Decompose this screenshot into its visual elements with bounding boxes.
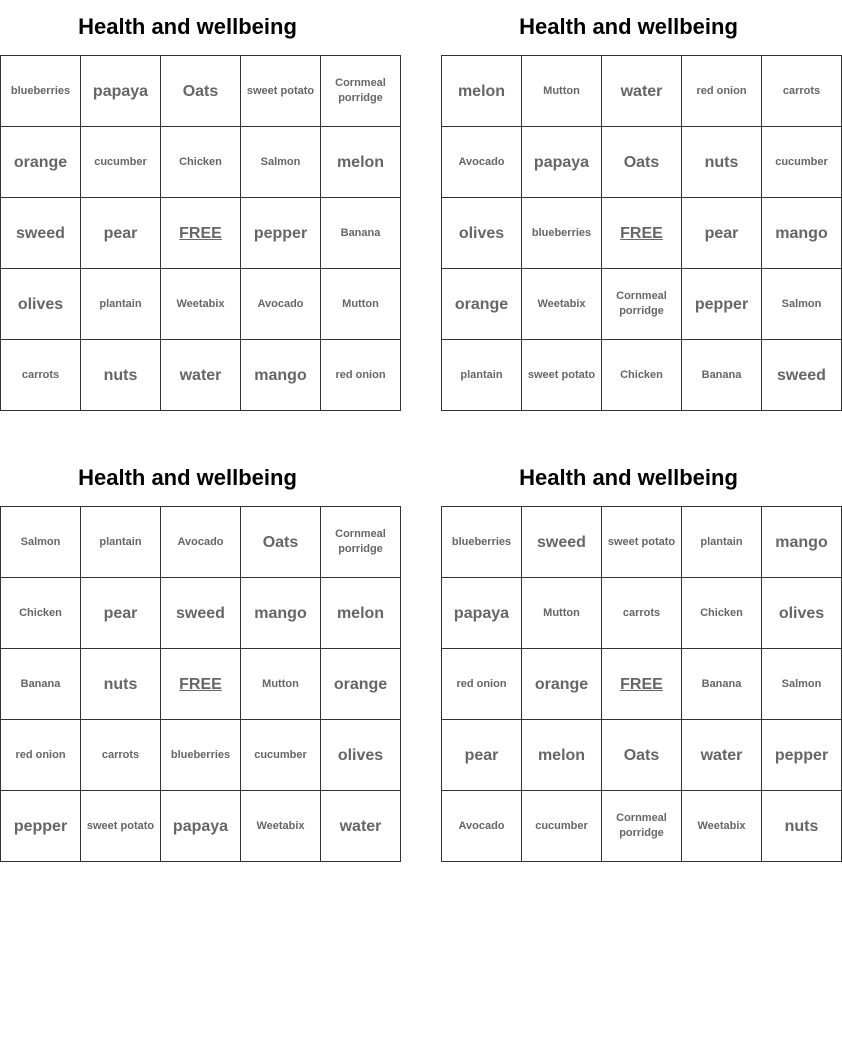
grid-cell: pepper [762, 720, 842, 791]
grid-cell: pear [442, 720, 522, 791]
grid-cell: papaya [442, 578, 522, 649]
grid-cell: pepper [1, 791, 81, 862]
grid-cell: Mutton [522, 56, 602, 127]
card-title: Health and wellbeing [519, 14, 738, 39]
grid-cell: sweed [1, 198, 81, 269]
grid-cell: Cornmeal porridge [602, 269, 682, 340]
grid-row [442, 791, 842, 862]
grid-cell: Banana [321, 198, 401, 269]
grid-cell: nuts [762, 791, 842, 862]
grid-cell: papaya [522, 127, 602, 198]
grid-cell: nuts [81, 340, 161, 411]
card-title: Health and wellbeing [78, 465, 297, 490]
card-title: Health and wellbeing [519, 465, 738, 490]
grid-row [1, 720, 401, 791]
grid-cell: pear [81, 578, 161, 649]
grid-row [1, 791, 401, 862]
grid-cell: cucumber [762, 127, 842, 198]
grid-cell: mango [241, 340, 321, 411]
grid-cell: blueberries [161, 720, 241, 791]
grid-cell: cucumber [81, 127, 161, 198]
grid-cell: Weetabix [161, 269, 241, 340]
grid-row [442, 507, 842, 578]
grid-row [442, 198, 842, 269]
bingo-grid [441, 506, 842, 862]
grid-cell: nuts [682, 127, 762, 198]
grid-cell: papaya [81, 56, 161, 127]
grid-row [1, 56, 401, 127]
grid-cell: carrots [1, 340, 81, 411]
grid-cell: pear [682, 198, 762, 269]
grid-cell: olives [321, 720, 401, 791]
grid-cell: papaya [161, 791, 241, 862]
grid-cell: sweet potato [522, 340, 602, 411]
grid-cell: water [321, 791, 401, 862]
grid-cell: mango [241, 578, 321, 649]
grid-cell: red onion [321, 340, 401, 411]
grid-cell: Chicken [602, 340, 682, 411]
grid-cell: Salmon [762, 649, 842, 720]
grid-cell: Avocado [442, 791, 522, 862]
bingo-grid [0, 55, 401, 411]
grid-cell: plantain [81, 507, 161, 578]
grid-cell: mango [762, 507, 842, 578]
grid-cell: sweed [161, 578, 241, 649]
grid-cell: cucumber [522, 791, 602, 862]
free-space-cell: FREE [602, 649, 682, 720]
grid-cell: Mutton [522, 578, 602, 649]
grid-row [1, 649, 401, 720]
grid-cell: orange [321, 649, 401, 720]
grid-row [1, 269, 401, 340]
grid-row [442, 56, 842, 127]
grid-cell: melon [442, 56, 522, 127]
grid-cell: orange [522, 649, 602, 720]
grid-cell: Chicken [682, 578, 762, 649]
grid-cell: Oats [241, 507, 321, 578]
grid-row [442, 649, 842, 720]
free-space-cell: FREE [161, 649, 241, 720]
grid-cell: water [682, 720, 762, 791]
grid-row [442, 578, 842, 649]
grid-cell: Weetabix [682, 791, 762, 862]
grid-cell: Oats [602, 720, 682, 791]
grid-row [1, 198, 401, 269]
grid-cell: nuts [81, 649, 161, 720]
grid-cell: red onion [682, 56, 762, 127]
grid-row [442, 720, 842, 791]
grid-cell: melon [321, 127, 401, 198]
grid-cell: water [161, 340, 241, 411]
grid-cell: Chicken [1, 578, 81, 649]
grid-cell: Weetabix [241, 791, 321, 862]
grid-cell: blueberries [522, 198, 602, 269]
grid-cell: pepper [682, 269, 762, 340]
grid-cell: pepper [241, 198, 321, 269]
grid-cell: Oats [602, 127, 682, 198]
grid-cell: sweet potato [241, 56, 321, 127]
grid-cell: cucumber [241, 720, 321, 791]
grid-cell: plantain [442, 340, 522, 411]
grid-cell: sweet potato [602, 507, 682, 578]
grid-row [442, 127, 842, 198]
free-space-cell: FREE [161, 198, 241, 269]
grid-cell: melon [321, 578, 401, 649]
grid-cell: olives [762, 578, 842, 649]
grid-cell: Mutton [321, 269, 401, 340]
grid-cell: Cornmeal porridge [321, 507, 401, 578]
grid-cell: sweed [762, 340, 842, 411]
grid-row [1, 507, 401, 578]
bingo-grid [441, 55, 842, 411]
grid-cell: olives [1, 269, 81, 340]
grid-cell: blueberries [1, 56, 81, 127]
grid-cell: orange [442, 269, 522, 340]
grid-cell: Weetabix [522, 269, 602, 340]
grid-row [442, 269, 842, 340]
card-title: Health and wellbeing [78, 14, 297, 39]
grid-cell: Chicken [161, 127, 241, 198]
grid-cell: sweet potato [81, 791, 161, 862]
grid-cell: carrots [602, 578, 682, 649]
grid-cell: Cornmeal porridge [602, 791, 682, 862]
grid-cell: Salmon [241, 127, 321, 198]
grid-cell: Salmon [1, 507, 81, 578]
grid-row [1, 340, 401, 411]
grid-cell: sweed [522, 507, 602, 578]
grid-cell: Avocado [241, 269, 321, 340]
grid-cell: Cornmeal porridge [321, 56, 401, 127]
grid-cell: orange [1, 127, 81, 198]
grid-cell: melon [522, 720, 602, 791]
grid-row [1, 127, 401, 198]
grid-cell: red onion [1, 720, 81, 791]
grid-cell: plantain [682, 507, 762, 578]
grid-cell: Salmon [762, 269, 842, 340]
grid-cell: mango [762, 198, 842, 269]
grid-cell: Banana [682, 649, 762, 720]
grid-row [442, 340, 842, 411]
grid-cell: Oats [161, 56, 241, 127]
bingo-grid [0, 506, 401, 862]
grid-cell: carrots [762, 56, 842, 127]
grid-cell: plantain [81, 269, 161, 340]
grid-cell: Avocado [442, 127, 522, 198]
grid-cell: water [602, 56, 682, 127]
grid-cell: Avocado [161, 507, 241, 578]
grid-cell: Mutton [241, 649, 321, 720]
grid-cell: olives [442, 198, 522, 269]
grid-cell: carrots [81, 720, 161, 791]
free-space-cell: FREE [602, 198, 682, 269]
grid-cell: Banana [682, 340, 762, 411]
grid-row [1, 578, 401, 649]
grid-cell: pear [81, 198, 161, 269]
grid-cell: red onion [442, 649, 522, 720]
grid-cell: Banana [1, 649, 81, 720]
grid-cell: blueberries [442, 507, 522, 578]
